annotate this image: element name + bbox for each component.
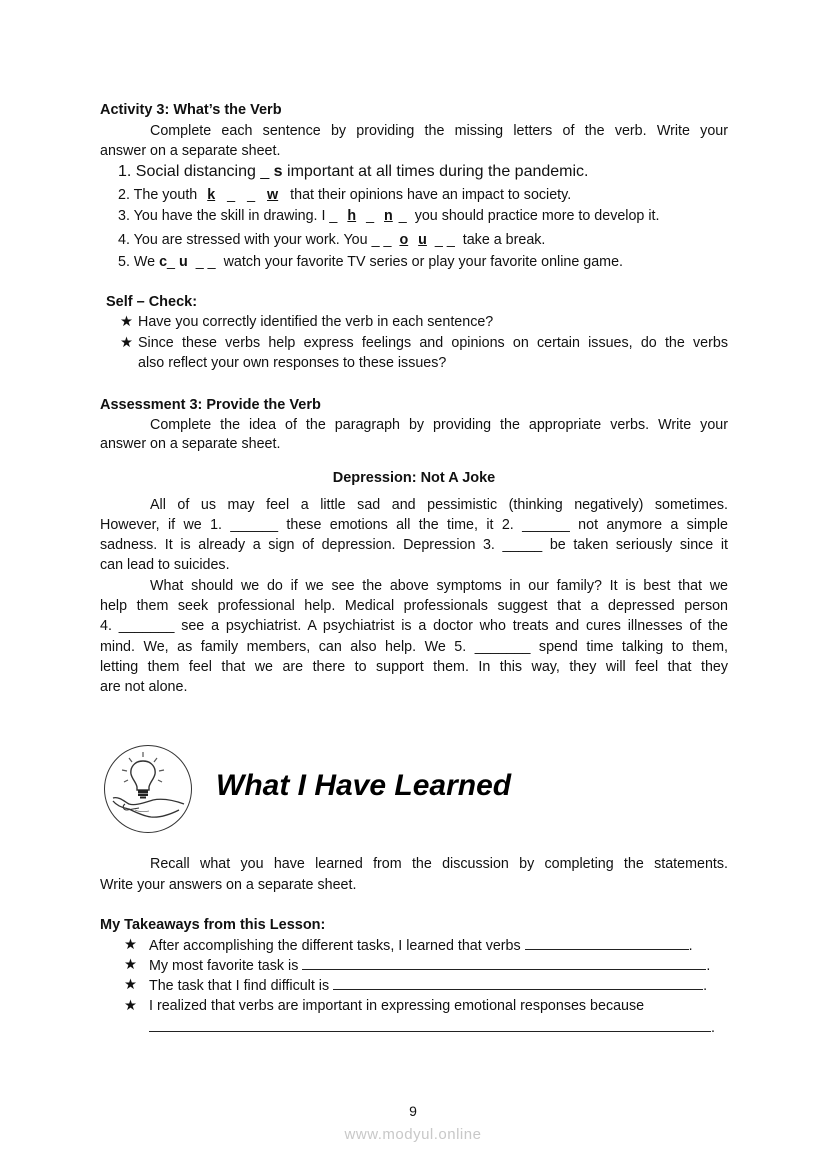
passage-title: Depression: Not A Joke xyxy=(332,470,496,486)
self-check-item-1: Have you correctly identified the verb in each sentence? xyxy=(138,314,494,330)
takeaway-item-4: I realized that verbs are important in expressing emotional responses because xyxy=(149,998,645,1014)
learned-intro-line2: Write your answers on a separate sheet. xyxy=(100,877,357,893)
passage-para2-line4: mind. We, as family members, can also help. We 5. _______ spend time talking to them, xyxy=(100,639,728,655)
star-bullet-icon: ★ xyxy=(124,937,137,953)
passage-para2-line3: 4. _______ see a psychiatrist. A psychiatrist is a doctor who treats and cures illnesses of the xyxy=(100,618,728,634)
passage-para1-line2: However, if we 1. ______ these emotions all the time, it 2. ______ not anymore a simple xyxy=(100,517,728,533)
answer-blank-2[interactable] xyxy=(302,955,706,970)
passage-para2-line2: help them seek professional help. Medical professionals suggest that a depressed person xyxy=(100,598,728,614)
page-number: 9 xyxy=(409,1103,417,1119)
passage-para2-line5: letting them feel that we are there to support them. In this way, they will feel that they xyxy=(100,659,728,675)
star-bullet-icon: ★ xyxy=(124,977,137,993)
assessment-instructions-line1: Complete the idea of the paragraph by providing the appropriate verbs. Write your xyxy=(150,417,728,433)
takeaways-title: My Takeaways from this Lesson: xyxy=(100,917,326,933)
activity-title: Activity 3: What’s the Verb xyxy=(100,102,282,118)
takeaway-item-4-blank-line: . xyxy=(149,1017,715,1038)
activity-item-4: 4. You are stressed with your work. You _ _ o u _ _ take a break. xyxy=(118,232,546,248)
activity-instructions-line2: answer on a separate sheet. xyxy=(100,143,281,159)
answer-blank-1[interactable] xyxy=(525,935,689,950)
activity-item-3: 3. You have the skill in drawing. I _ h _ n _ you should practice more to develop it. xyxy=(118,208,660,224)
self-check-item-2-cont: also reflect your own responses to these issues? xyxy=(138,355,447,371)
answer-blank-3[interactable] xyxy=(333,975,703,990)
takeaway-item-2: My most favorite task is . xyxy=(149,955,710,976)
answer-blank-4[interactable] xyxy=(149,1017,711,1032)
activity-item-1: 1. Social distancing _ s important at all times during the pandemic. xyxy=(118,163,589,180)
section-title-what-i-have-learned: What I Have Learned xyxy=(216,769,512,802)
activity-instructions-line1: Complete each sentence by providing the missing letters of the verb. Write your xyxy=(150,123,728,139)
activity-item-5: 5. We c_ u _ _ watch your favorite TV series or play your favorite online game. xyxy=(118,254,624,270)
star-bullet-icon: ★ xyxy=(124,957,137,973)
passage-para1-line3: sadness. It is already a sign of depression. Depression 3. _____ be taken seriously since it xyxy=(100,537,728,553)
lightbulb-in-hand-icon xyxy=(104,745,192,833)
takeaway-item-3: The task that I find difficult is . xyxy=(149,975,707,996)
passage-para2-line6: are not alone. xyxy=(100,679,188,695)
watermark-url: www.modyul.online xyxy=(344,1126,482,1143)
self-check-title: Self – Check: xyxy=(106,294,198,310)
assessment-title: Assessment 3: Provide the Verb xyxy=(100,397,321,413)
star-bullet-icon: ★ xyxy=(120,314,133,330)
passage-para1-line1: All of us may feel a little sad and pessimistic (thinking negatively) sometimes. xyxy=(150,497,728,513)
star-bullet-icon: ★ xyxy=(120,335,133,351)
takeaway-item-1: After accomplishing the different tasks, I learned that verbs . xyxy=(149,935,693,956)
passage-para1-line4: can lead to suicides. xyxy=(100,557,230,573)
assessment-instructions-line2: answer on a separate sheet. xyxy=(100,436,281,452)
learned-intro-line1: Recall what you have learned from the discussion by completing the statements. xyxy=(150,856,728,872)
passage-para2-line1: What should we do if we see the above symptoms in our family? It is best that we xyxy=(150,578,728,594)
activity-item-2: 2. The youth k _ _ w that their opinions have an impact to society. xyxy=(118,187,572,203)
self-check-item-2: Since these verbs help express feelings and opinions on certain issues, do the verbs xyxy=(138,335,728,351)
star-bullet-icon: ★ xyxy=(124,998,137,1014)
